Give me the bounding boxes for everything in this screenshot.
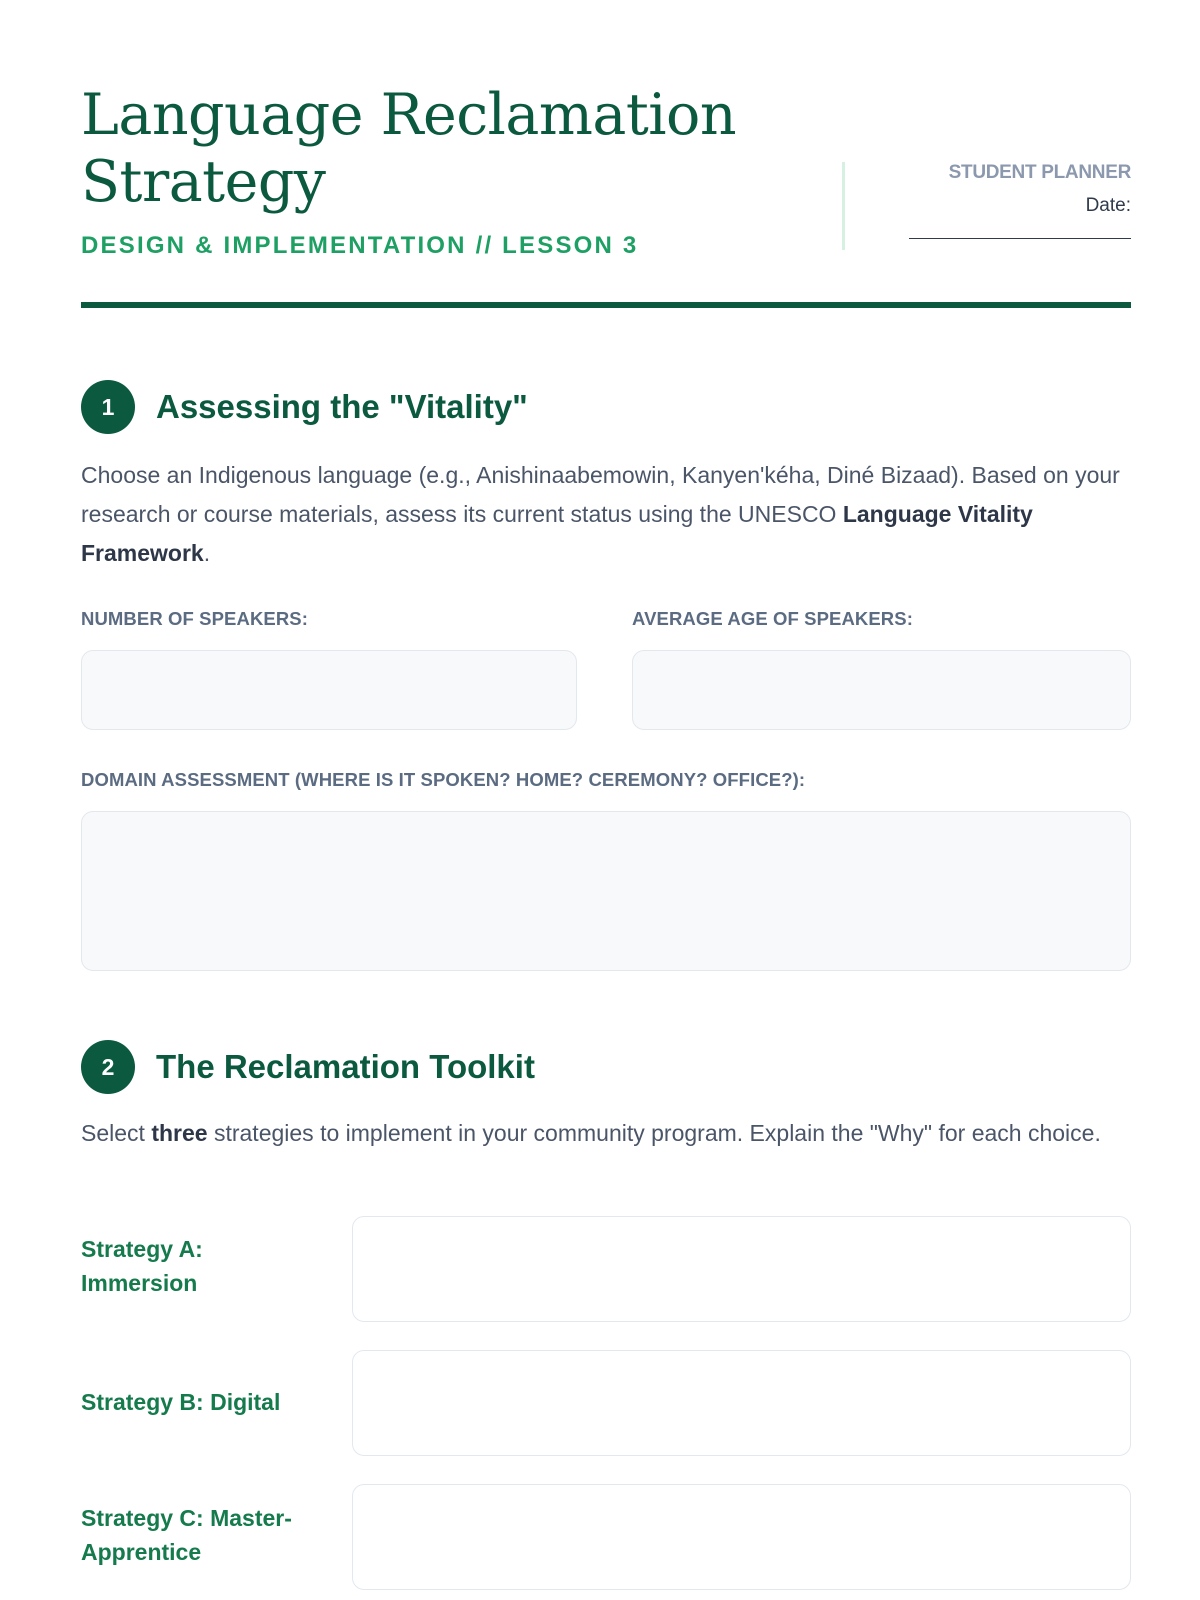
section-title: Assessing the "Vitality" bbox=[156, 388, 528, 425]
emphasis-three: three bbox=[151, 1120, 208, 1146]
section-title: The Reclamation Toolkit bbox=[156, 1048, 535, 1085]
instructions-text: Select bbox=[81, 1120, 152, 1146]
instructions-end: . bbox=[203, 540, 211, 566]
section-1-instructions bbox=[81, 456, 1131, 573]
domain-assessment-label: DOMAIN ASSESSMENT (WHERE IS IT SPOKEN? HOME? CEREMONY? OFFICE?): bbox=[81, 769, 806, 790]
speakers-label: NUMBER OF SPEAKERS: bbox=[81, 608, 308, 629]
page-title: Language Reclamation Strategy bbox=[81, 82, 737, 215]
page-subtitle: DESIGN & IMPLEMENTATION // LESSON 3 bbox=[81, 232, 639, 259]
section-number-badge: 1 bbox=[81, 380, 135, 434]
speakers-input[interactable] bbox=[81, 650, 577, 730]
planner-block bbox=[871, 162, 1131, 239]
strategy-b-input[interactable] bbox=[352, 1350, 1131, 1456]
strategy-c-input[interactable] bbox=[352, 1484, 1131, 1590]
section-2-heading bbox=[81, 1040, 535, 1094]
average-age-label: AVERAGE AGE OF SPEAKERS: bbox=[632, 608, 913, 629]
header-rule bbox=[81, 302, 1131, 308]
page-header bbox=[81, 82, 1131, 312]
date-field[interactable] bbox=[909, 238, 1131, 239]
strategy-a-label: Strategy A: Immersion bbox=[81, 1236, 203, 1296]
framework-name: Language Vitality Framework bbox=[81, 501, 1033, 566]
instructions-end: strategies to implement in your community program. Explain the "Why" for each choice. bbox=[207, 1120, 1101, 1146]
strategy-b-label: Strategy B: Digital bbox=[81, 1389, 281, 1415]
section-number-badge: 2 bbox=[81, 1040, 135, 1094]
average-age-input[interactable] bbox=[632, 650, 1131, 730]
planner-label: STUDENT PLANNER bbox=[948, 162, 1131, 183]
header-divider bbox=[842, 162, 845, 250]
section-1-heading bbox=[81, 380, 528, 434]
date-label: Date: bbox=[1085, 195, 1131, 216]
section-2-instructions bbox=[81, 1116, 1131, 1150]
domain-assessment-textarea[interactable] bbox=[81, 811, 1131, 971]
instructions-text: Choose an Indigenous language (e.g., Anishinaabemowin, Kanyen'kéha, Diné Bizaad). Based on your research or course materials, assess its current status using the UNESCO bbox=[81, 462, 1120, 527]
strategy-a-input[interactable] bbox=[352, 1216, 1131, 1322]
strategy-c-label: Strategy C: Master-Apprentice bbox=[81, 1505, 292, 1565]
